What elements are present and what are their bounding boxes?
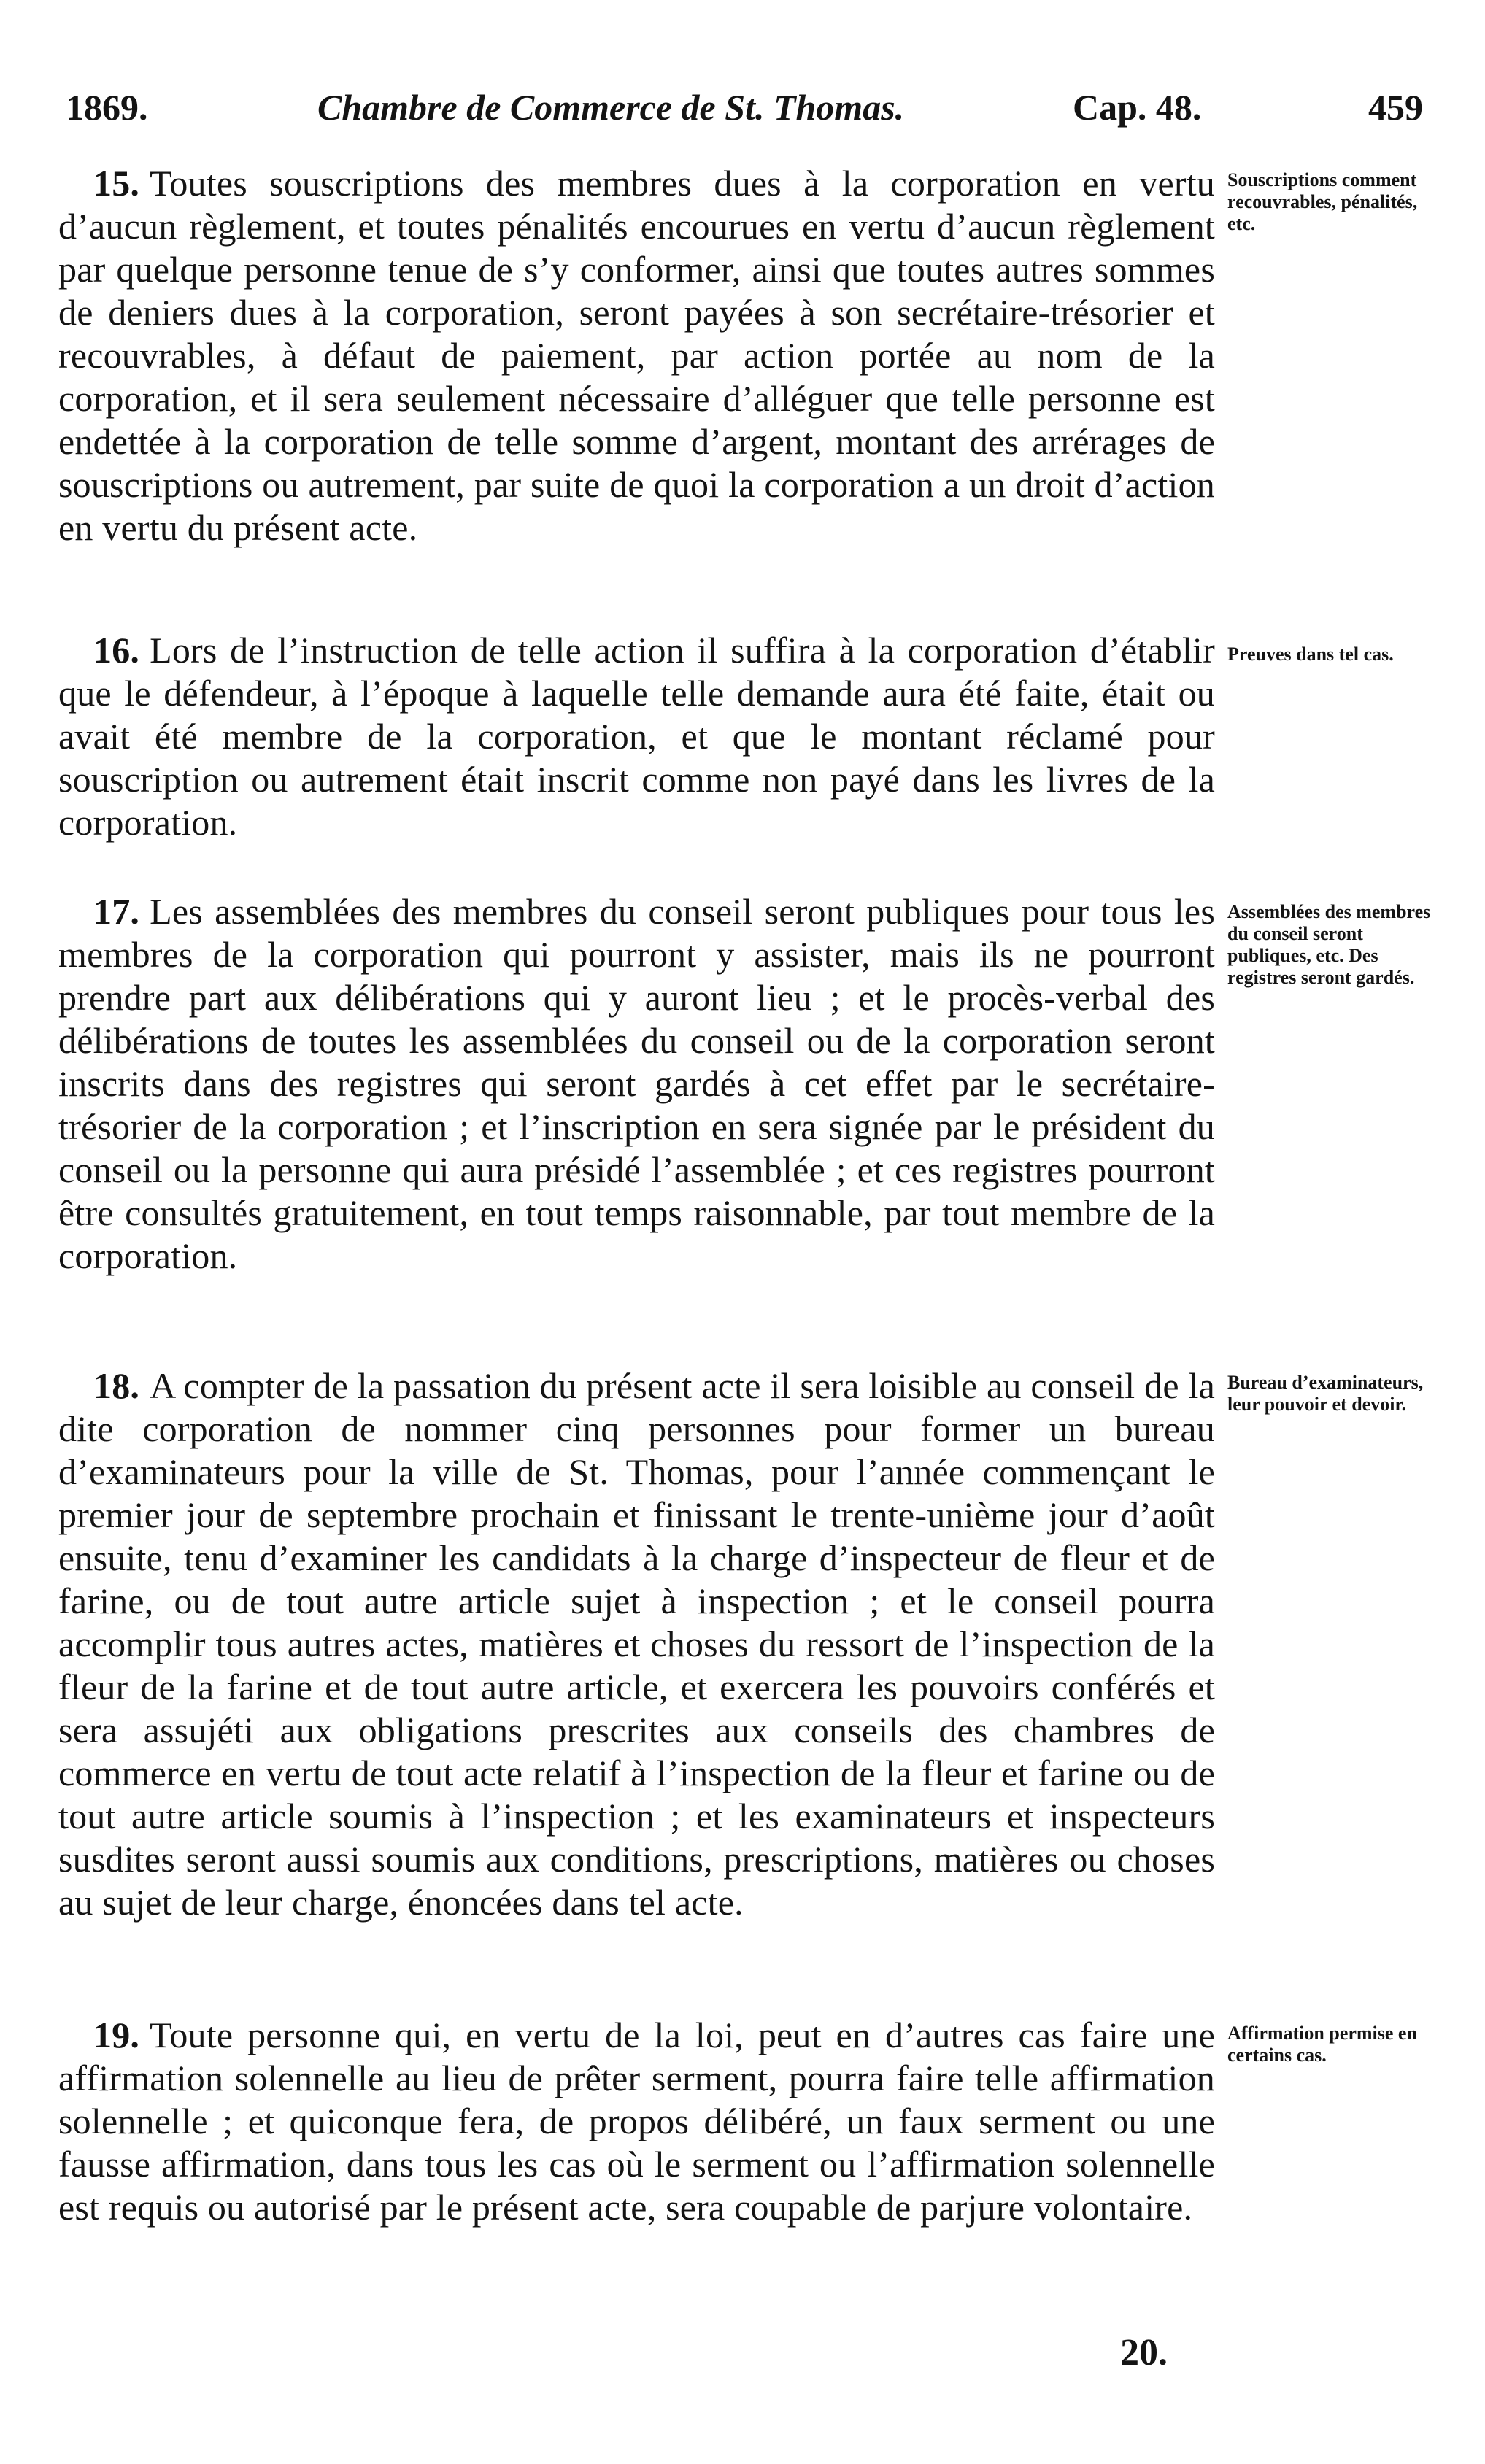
section-15-text: Toutes souscriptions des membres dues à la corporation en vertu d’aucun règlement, et toutes pénalités encourues en vertu d’aucun règlement par quelque personne tenue de s’y conformer, ainsi que toutes autres sommes de deniers dues à la corporation, seront payées à son secrétaire-trésorier et recouvrables, à défaut de paiement, par action portée au nom de la corporation, et il sera seulement nécessaire d’alléguer que telle personne est endettée à la corporation de telle somme d’argent, montant des arrérages de souscriptions ou autrement, par suite de quoi la corporation a un droit d’action en vertu du présent acte. (58, 163, 1215, 548)
catchword: 20. (1120, 2332, 1168, 2374)
header-title: Chambre de Commerce de St. Thomas. (317, 87, 905, 128)
section-17-body (58, 890, 1215, 1278)
header-chapter: Cap. 48. (1073, 87, 1202, 128)
section-19-body (58, 2014, 1215, 2229)
header-page-number: 459 (1368, 87, 1423, 128)
section-18-body (58, 1364, 1215, 1924)
header-year: 1869. (66, 87, 148, 128)
section-16 (58, 629, 1215, 844)
running-header (58, 86, 1430, 144)
marginal-note-19: Affirmation permise en certains cas. (1227, 2023, 1417, 2066)
section-18-text: A compter de la passation du présent acte il sera loisible au conseil de la dite corporation de nommer cinq personnes pour former un bureau d’examinateurs pour la ville de St. Thomas, pour l’année commençant le premier jour de septembre prochain et finissant le trente-unième jour d’août ensuite, tenu d’examiner les candidats à la charge d’inspecteur de fleur et de farine, ou de tout autre article sujet à inspection ; et le conseil pourra accomplir tous autres actes, matières et choses du ressort de l’inspection de la fleur de la farine et de tout autre article, et exercera les pouvoirs conférés et sera assujéti aux obligations prescrites aux conseils des chambres de commerce en vertu de tout acte relatif à l’inspection de la fleur et farine ou de tout autre article soumis à l’inspection ; et les examinateurs et inspecteurs susdites seront aussi soumis aux conditions, prescriptions, matières ou choses au sujet de leur charge, énoncées dans tel acte. (58, 1365, 1215, 1923)
section-19-text: Toute personne qui, en vertu de la loi, peut en d’autres cas faire une affirmation solennelle au lieu de prêter serment, pourra faire telle affirmation solennelle ; et quiconque fera, de propos délibéré, un faux serment ou une fausse affirmation, dans tous les cas où le serment ou l’affirmation solennelle est requis ou autorisé par le présent acte, sera coupable de parjure volontaire. (58, 2015, 1215, 2228)
marginal-note-16: Preuves dans tel cas. (1227, 644, 1394, 665)
section-15-number: 15. (93, 163, 140, 204)
section-18 (58, 1364, 1215, 1924)
section-19 (58, 2014, 1215, 2229)
marginal-note-15: Souscriptions comment recouvrables, pénalités, etc. (1227, 169, 1418, 234)
section-17-number: 17. (93, 891, 140, 932)
section-15-body (58, 162, 1215, 549)
section-17 (58, 890, 1215, 1278)
section-17-text: Les assemblées des membres du conseil seront publiques pour tous les membres de la corporation qui pourront y assister, mais ils ne pourront prendre part aux délibérations qui y auront lieu ; et le procès-verbal des délibérations de toutes les assemblées du conseil ou de la corporation seront inscrits dans des registres qui seront gardés à cet effet par le secrétaire-trésorier de la corporation ; et l’inscription en sera signée par le président du conseil ou la personne qui aura présidé l’assemblée ; et ces registres pourront être consultés gratuitement, en tout temps raisonnable, par tout membre de la corporation. (58, 891, 1215, 1276)
marginal-note-17: Assemblées des membres du conseil seront publiques, etc. Des registres seront gardés. (1227, 901, 1431, 988)
section-15 (58, 162, 1215, 549)
section-19-number: 19. (93, 2015, 140, 2055)
marginal-note-18: Bureau d’examinateurs, leur pouvoir et devoir. (1227, 1372, 1424, 1415)
section-16-body (58, 629, 1215, 844)
section-16-number: 16. (93, 630, 140, 671)
section-18-number: 18. (93, 1365, 140, 1406)
section-16-text: Lors de l’instruction de telle action il suffira à la corporation d’établir que le défendeur, à l’époque à laquelle telle demande aura été faite, était ou avait été membre de la corporation, et que le montant réclamé pour souscription ou autrement était inscrit comme non payé dans les livres de la corporation. (58, 630, 1215, 843)
